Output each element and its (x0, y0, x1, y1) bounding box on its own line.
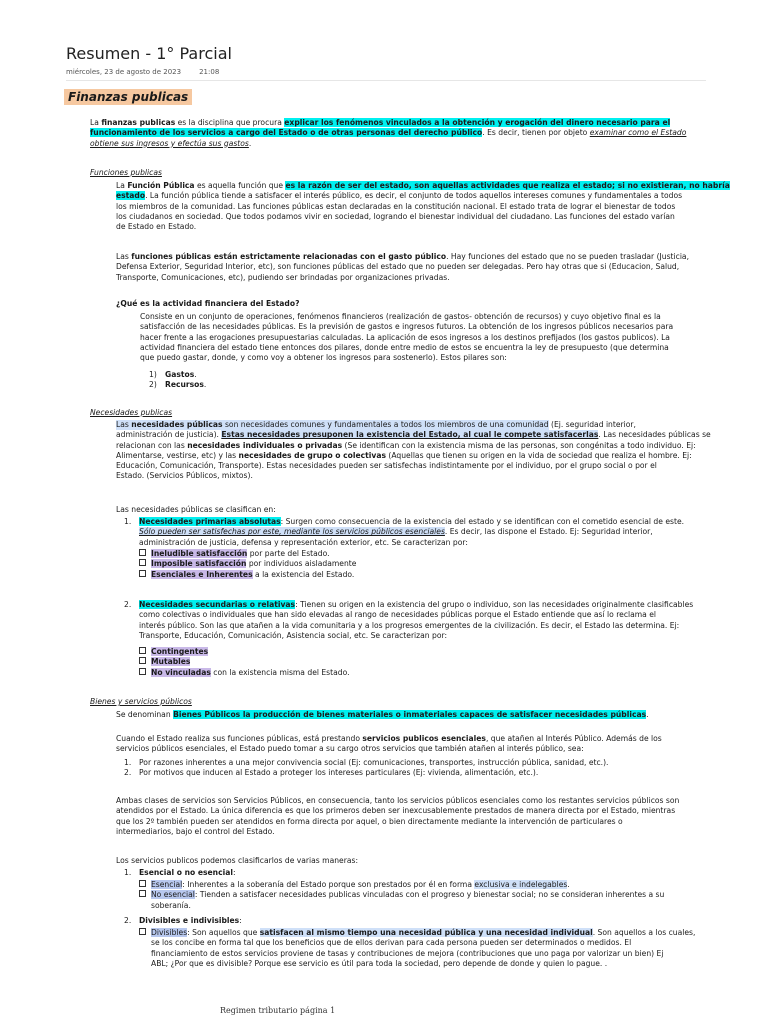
checklist-item: Divisibles: Son aquellos que satisfacen al mismo tiempo una necesidad pública y una necesidad individual. Son aquellos a los cuales, (139, 928, 695, 938)
actividad-paragraph: Consiste en un conjunto de operaciones, fenómenos financieros (realización de gastos- obtención de recursos) y cuyo objetivo final es la satisfacción de las necesidades públicas. Es la previsión de gastos e ingresos futuros. La obtención de los ingresos públicos necesarios para hacer frente a las erogaciones presupuestarias calculadas. La aplicación de esos ingresos a los destinos prefijados (los gastos publicos). La actividad financiera del estado tiene entonces dos pilares, donde entre medio de estos se encuentra la ley de presupuesto (que determina que puedo gastar, donde, y como voy a obtener los ingresos para sostenerlo). Estos pilares son: (140, 312, 674, 363)
necesidades-heading: Necesidades publicas (90, 408, 173, 417)
list-item: 1. Por razones inherentes a una mejor convivencia social (Ej: comunicaciones, transportes, instrucción pública, sanidad, etc.). (124, 758, 609, 767)
ambas-paragraph: Ambas clases de servicios son Servicios Públicos, en consecuencia, tanto los servicios públicos esenciales como los restantes servicios públicos son atendidos por el Estado. La única diferencia es que los primeros deben ser inexcusablemente prestados de manera directa por el Estado, mientras que los 2º también pueden ser atendidos en forma directa por aquel, o bien directamente mediante la intervención de particulares o intermediarios, bajo el control del Estado. (116, 796, 680, 836)
section-heading: Finanzas publicas (64, 89, 192, 105)
list-item: 2) Recursos. (149, 380, 207, 390)
clasificacion-intro: Los servicios publicos podemos clasificarlos de varias maneras: (116, 856, 359, 865)
necesidades-paragraph: Las necesidades públicas son necesidades comunes y fundamentales a todos los miembros de una comunidad (Ej. seguridad interior, administración de justicia). Estas necesidades presuponen la existencia del Estado, al cual le compete satisfacerlas. Las necesidades públicas se relacionan con las necesidades individuales o privadas (Se identifican con la existencia misma de las personas, son congénitas a todo individuo. Ej: Alimentarse, vestirse, etc) y las necesidades de grupo o colectivas (Aquellas que tienen su origen en la vida de sociedad que realiza el hombre. Ej: Educación, Comunicación, Transporte). Estas necesidades pueden ser satisfechas indistintamente por el individuo, por el grupo social o por el Estado. (Servicios Públicos, mixtos). (116, 420, 711, 481)
checkbox[interactable] (139, 657, 146, 664)
checkbox[interactable] (139, 647, 146, 654)
page-footer: Regimen tributario página 1 (220, 1006, 336, 1015)
page-title[interactable]: Resumen - 1° Parcial (66, 44, 232, 63)
funciones-heading: Funciones publicas (90, 168, 162, 177)
page-time: 21:08 (199, 68, 220, 76)
divisibles-section: 2. Divisibles e indivisibles: (124, 916, 242, 925)
clasif-intro: Las necesidades públicas se clasifican en: (116, 505, 276, 514)
list-item: 2. Por motivos que inducen al Estado a proteger los intereses particulares (Ej: vivienda, alimentación, etc.). (124, 768, 539, 778)
motivos-list (124, 758, 608, 779)
secundarias-checklist (139, 647, 350, 678)
checkbox[interactable] (139, 668, 146, 675)
checklist-item: Esencial: Inherentes a la soberanía del Estado porque son prestados por él en forma exclusiva e indelegables. (139, 880, 664, 890)
checkbox[interactable] (139, 928, 146, 935)
checkbox[interactable] (139, 549, 146, 556)
checklist-item: No vinculadas con la existencia misma del Estado. (139, 668, 350, 678)
checkbox[interactable] (139, 559, 146, 566)
funciones-paragraph: La Función Pública es aquella función que es la razón de ser del estado, son aquellas actividades que realiza el estado; si no existieran, no habría estado. La función pública tiende a satisfacer el interés público, es decir, el conjunto de todos aquellos intereses comunes y fundamentales a todos los miembros de la comunidad. Las funciones públicas estan declaradas en la constitución nacional. El estado trata de lograr el bienestar de todos los ciudadanos en sociedad. Que todos podamos vivir en sociedad, logrando el bienestar individual del ciudadano. Las funciones del estado varían de Estado en Estado. (116, 181, 730, 232)
checklist-item: Contingentes (139, 647, 350, 657)
esencial-checklist: Esencial: Inherentes a la soberanía del Estado porque son prestados por él en forma exclusiva e indelegables. No esencial: Tienden a satisfacer necesidades publicas vinculadas con el progreso y bienestar social; no se consideran inherentes a su soberanía. (139, 880, 664, 911)
primarias-item: 1. Necesidades primarias absolutas: Surgen como consecuencia de la existencia del estado y se identifican con el cometido esencial de este. Sólo pueden ser satisfechas por este, mediante los servicios públicos esenciales. Es decir, las dispone el Estado. Ej: Seguridad interior, administración de justicia, defensa y representación exterior, etc. Se caracterizan por: (124, 517, 685, 547)
primarias-checklist (139, 549, 356, 580)
secundarias-item: 2. Necesidades secundarias o relativas: Tienen su origen en la existencia del grupo o individuo, son las necesidades originalmente clasificables como colectivas o individuales que han sido elevadas al rango de necesidades públicas porque el Estado entiende que así lo reclama el interés público. Son las que atañen a la vida comunitaria y a los progresos emergentes de la civilización. Es decir, el Estado las determina. Ej: Transporte, Educación, Comunicación, Asistencia social, etc. Se caracterizan por: (124, 600, 694, 640)
checkbox[interactable] (139, 890, 146, 897)
actividad-question: ¿Qué es la actividad financiera del Estado? (116, 299, 300, 308)
gasto-paragraph: Las funciones públicas están estrictamente relacionadas con el gasto público. Hay funciones del estado que no se pueden trasladar (Justicia, Defensa Exterior, Seguridad Interior, etc), son funciones públicas del estado que no pueden ser delegadas. Pero hay otras que si (Educacion, Salud, Transporte, Comunicaciones, etc), pudiendo ser brindadas por organizaciones privadas. (116, 252, 689, 282)
servicios-paragraph: Cuando el Estado realiza sus funciones públicas, está prestando servicios publicos esenciales, que atañen al Interés Público. Además de los servicios públicos esenciales, el Estado puedo tomar a su cargo otros servicios que también atañen al interés público, sea: (116, 734, 662, 754)
pilares-list (149, 370, 206, 391)
checklist-item: Esenciales e Inherentes a la existencia del Estado. (139, 570, 356, 580)
checklist-item: No esencial: Tienden a satisfacer necesidades publicas vinculadas con el progreso y bienestar social; no se consideran inherentes a su (139, 890, 664, 900)
checklist-item: Imposible satisfacción por individuos aisladamente (139, 559, 356, 569)
bienes-heading: Bienes y servicios públicos (90, 697, 192, 706)
checklist-item: Mutables (139, 657, 350, 667)
divisibles-checklist: Divisibles: Son aquellos que satisfacen al mismo tiempo una necesidad pública y una necesidad individual. Son aquellos a los cuales, se los concibe en forma tal que los beneficios que de ellos derivan para cada persona pueden ser determinados o medidos. El financiamiento de estos servicios proviene de tasas y contribuciones de mejora (contribuciones que uno paga por valorizar un bien) Ej ABL; ¿Por que es divisible? Porque ese servicio es útil para toda la sociedad, pero depende de donde y quien lo pague. . (139, 928, 695, 969)
checkbox[interactable] (139, 570, 146, 577)
page-date: miércoles, 23 de agosto de 2023 (66, 68, 182, 76)
bienes-definicion: Se denominan Bienes Públicos la producción de bienes materiales o inmateriales capaces de satisfacer necesidades públicas. (116, 710, 649, 719)
checkbox[interactable] (139, 880, 146, 887)
title-divider (66, 80, 706, 81)
intro-paragraph: La finanzas publicas es la disciplina que procura explicar los fenómenos vinculados a la obtención y erogación del dinero necesario para el funcionamiento de los servicios a cargo del Estado o de otras personas del derecho público. Es decir, tienen por objeto examinar como el Estado obtiene sus ingresos y efectúa sus gastos. (90, 118, 687, 148)
list-item: 1) Gastos. (149, 370, 197, 379)
esencial-section: 1. Esencial o no esencial: (124, 868, 236, 877)
checklist-item: Ineludible satisfacción por parte del Estado. (139, 549, 356, 559)
page-meta (66, 68, 219, 76)
